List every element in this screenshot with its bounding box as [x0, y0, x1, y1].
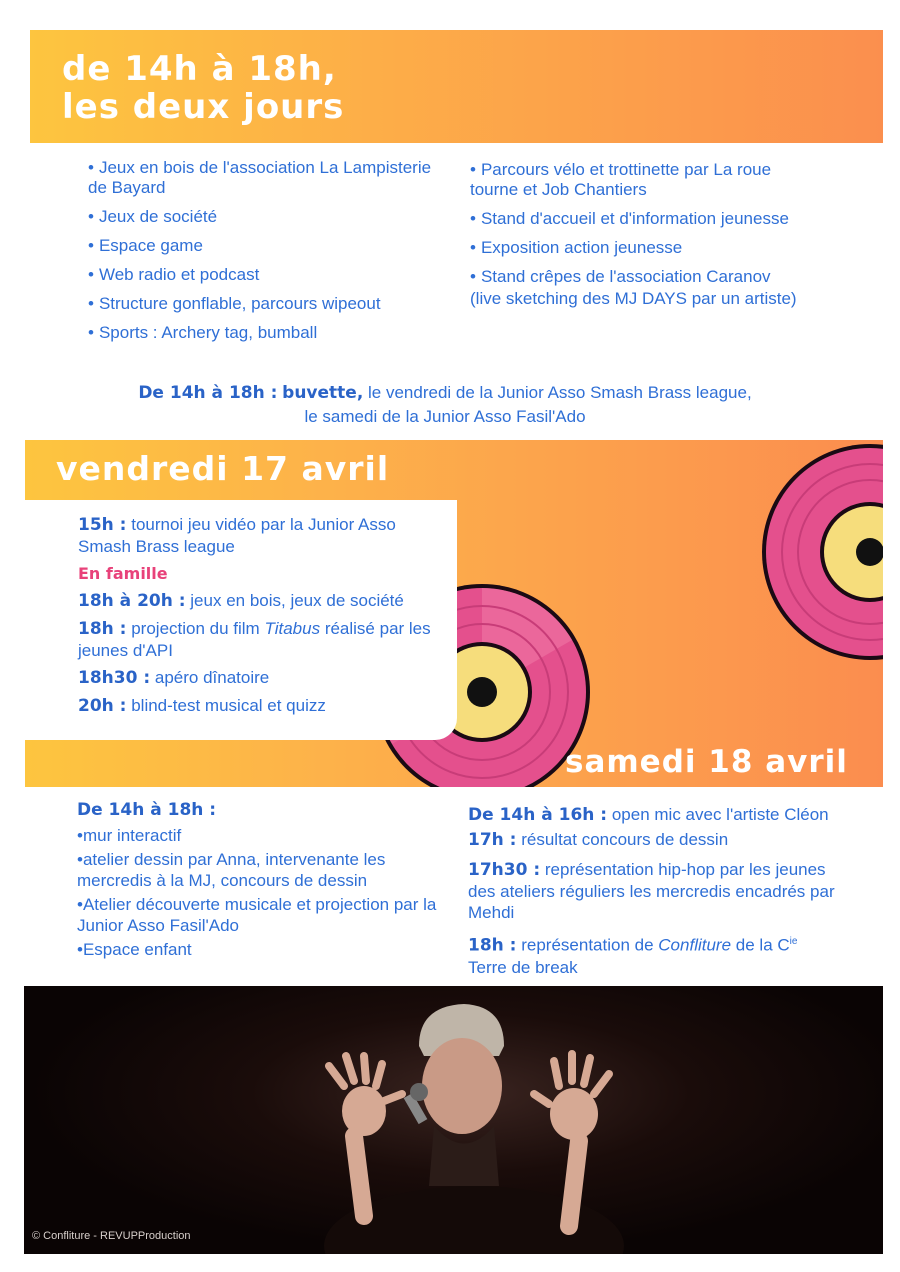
top-right-list	[470, 160, 820, 318]
buvette-text1: le vendredi de la Junior Asso Smash Brass league,	[368, 383, 752, 402]
list-item: • Exposition action jeunesse	[470, 238, 683, 257]
friday-event: 18h à 20h : jeux en bois, jeux de société	[78, 591, 404, 611]
list-item: • Stand d'accueil et d'information jeunesse	[470, 209, 789, 228]
list-item: • Jeux de société	[88, 207, 218, 226]
friday-event: 20h : blind-test musical et quizz	[78, 696, 326, 716]
buvette-label: buvette,	[282, 383, 364, 403]
list-item-note: (live sketching des MJ DAYS par un artiste)	[470, 289, 797, 308]
list-item: •mur interactif	[77, 826, 182, 845]
list-item: • Espace game	[88, 236, 203, 255]
list-item: •atelier dessin par Anna, intervenante les mercredis à la MJ, concours de dessin	[77, 850, 386, 890]
buvette-text2: le samedi de la Junior Asso Fasil'Ado	[304, 407, 586, 426]
top-title-line1: de 14h à 18h,	[62, 49, 337, 89]
saturday-left-time: De 14h à 18h :	[77, 800, 217, 820]
list-item: • Stand crêpes de l'association Caranov	[470, 267, 771, 286]
friday-event: 15h : tournoi jeu vidéo par la Junior Asso Smash Brass league	[78, 515, 396, 556]
friday-events	[78, 514, 438, 717]
list-item: • Parcours vélo et trottinette par La roue tourne et Job Chantiers	[470, 160, 772, 199]
list-item: •Espace enfant	[77, 940, 192, 959]
top-left-list	[88, 158, 448, 352]
top-title	[62, 50, 344, 126]
list-item: • Jeux en bois de l'association La Lampisterie de Bayard	[88, 158, 432, 197]
list-item: • Sports : Archery tag, bumball	[88, 323, 318, 342]
saturday-left	[77, 800, 452, 960]
list-item: • Structure gonflable, parcours wipeout	[88, 294, 381, 313]
friday-event: 18h : projection du film Titabus réalisé par les jeunes d'API	[78, 619, 431, 660]
famille-label: En famille	[78, 564, 168, 583]
list-item: • Web radio et podcast	[88, 265, 260, 284]
buvette-line	[60, 381, 830, 428]
buvette-time: De 14h à 18h :	[138, 383, 278, 403]
saturday-right	[468, 804, 838, 978]
photo-credit: © Confliture - REVUPProduction	[32, 1230, 191, 1242]
saturday-event: 18h : représentation de Confliture de la $C^{ie}$ Terre de break	[468, 935, 798, 977]
friday-event: 18h30 : apéro dînatoire	[78, 668, 270, 688]
saturday-event: 17h : résultat concours de dessin	[468, 830, 729, 850]
performer-figure	[24, 986, 883, 1254]
vinyl-record-icon	[760, 440, 883, 665]
top-title-line2: les deux jours	[62, 87, 345, 127]
friday-title: vendredi 17 avril	[56, 449, 390, 488]
performer-photo	[24, 986, 883, 1254]
list-item: •Atelier découverte musicale et projection par la Junior Asso Fasil'Ado	[77, 895, 437, 935]
saturday-event: De 14h à 16h : open mic avec l'artiste Cléon	[468, 805, 829, 825]
saturday-event: 17h30 : représentation hip-hop par les jeunes des ateliers réguliers les mercredis encadrés par Mehdi	[468, 860, 835, 922]
saturday-title: samedi 18 avril	[565, 744, 848, 780]
